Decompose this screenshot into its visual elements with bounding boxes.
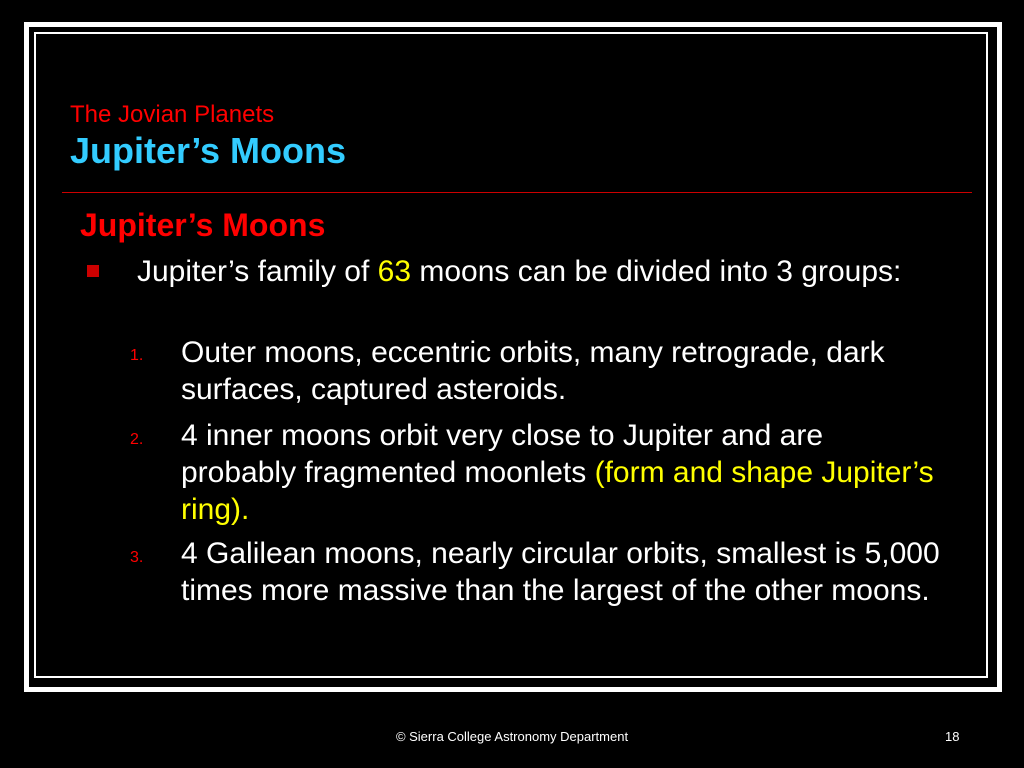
square-bullet-icon (87, 265, 99, 277)
slide-title: Jupiter’s Moons (70, 130, 347, 171)
bullet-text (137, 253, 937, 290)
list-item-text: Outer moons, eccentric orbits, many retrograde, dark surfaces, captured asteroids. (181, 336, 885, 406)
title-divider (62, 192, 972, 193)
moon-count: 63 (377, 255, 412, 288)
list-number: 2. (130, 431, 144, 448)
list-item-highlight: (form and shape Jupiter’s ring). (181, 456, 934, 526)
slide-subtitle: The Jovian Planets (70, 101, 275, 128)
bullet-text-start: Jupiter’s family of (137, 255, 378, 288)
list-number: 3. (130, 549, 144, 566)
list-item-text: 4 inner moons orbit very close to Jupiter and are probably fragmented moonlets (181, 419, 823, 489)
list-item (181, 535, 941, 609)
list-item (181, 417, 941, 528)
bullet-text-end: moons can be divided into 3 groups: (411, 255, 902, 288)
section-heading: Jupiter’s Moons (80, 207, 326, 243)
page-number: 18 (945, 729, 960, 744)
list-number: 1. (130, 347, 144, 364)
footer-credit: © Sierra College Astronomy Department (395, 729, 629, 744)
list-item (181, 334, 941, 408)
list-item-text: 4 Galilean moons, nearly circular orbits, smallest is 5,000 times more massive than the largest of the other moons. (181, 537, 940, 607)
